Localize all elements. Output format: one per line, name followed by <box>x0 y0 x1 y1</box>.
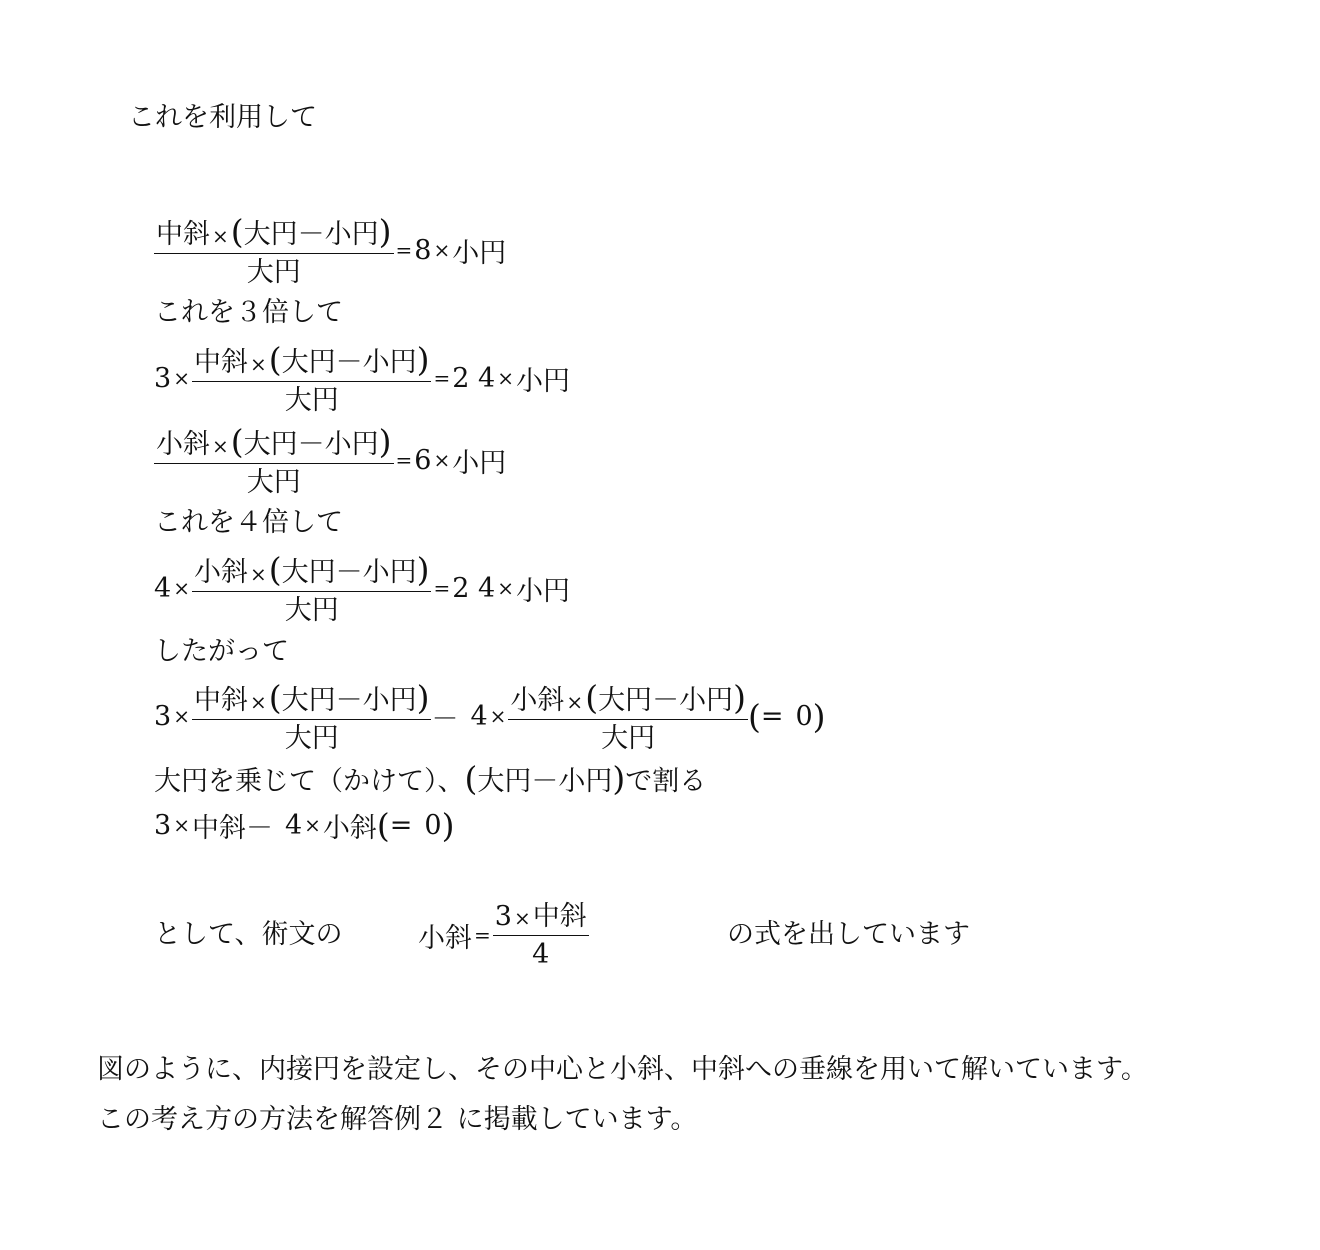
times-sign: × <box>173 576 190 600</box>
times-sign: × <box>212 223 229 248</box>
times-sign: × <box>497 366 514 390</box>
paren: ( <box>747 696 761 736</box>
step-text-1: これを３倍して <box>154 297 343 328</box>
equation-3 <box>154 420 506 500</box>
step-text-2: これを４倍して <box>154 507 343 538</box>
numerator <box>192 677 432 719</box>
times-sign: × <box>173 366 190 390</box>
times-sign: × <box>566 689 584 714</box>
numerator <box>493 900 589 935</box>
times-sign: × <box>173 813 190 837</box>
paren: ) <box>812 696 826 736</box>
conclusion-formula <box>418 895 589 975</box>
fraction <box>192 339 432 416</box>
denominator: 大円 <box>246 256 301 288</box>
minus-sign: － <box>431 703 459 735</box>
number: 4 <box>470 700 488 732</box>
term: 小円 <box>558 765 613 797</box>
equation-6 <box>154 785 454 865</box>
term: 中斜 <box>191 812 246 844</box>
equals-sign: = <box>395 448 413 472</box>
equals-sign: = <box>760 700 784 732</box>
paren: ( <box>464 758 478 798</box>
paren: ( <box>585 677 599 717</box>
denominator: 大円 <box>284 594 339 626</box>
minus-sign: － <box>245 812 273 844</box>
minus-sign: － <box>531 765 559 797</box>
number: 4 <box>154 572 172 604</box>
numerator <box>154 211 394 253</box>
paren: ) <box>378 211 392 251</box>
number: 2 4 <box>452 362 496 394</box>
times-sign: × <box>489 704 507 728</box>
number: 2 4 <box>452 572 496 604</box>
fraction <box>192 549 432 626</box>
term: 小斜 <box>193 556 248 588</box>
number: 3 <box>154 809 172 841</box>
times-sign: × <box>433 238 451 262</box>
paren: ) <box>416 549 430 589</box>
fraction <box>493 900 589 970</box>
times-sign: × <box>212 433 229 458</box>
term: 小円 <box>324 218 379 250</box>
number: 4 <box>284 809 303 841</box>
term: 小円 <box>324 428 379 460</box>
minus-sign: － <box>335 556 363 588</box>
term: 中斜 <box>193 346 248 378</box>
paren: ) <box>378 421 392 461</box>
fraction <box>154 421 394 498</box>
term: 小斜 <box>322 812 377 844</box>
term: 大円 <box>243 428 298 460</box>
paren: ) <box>416 339 430 379</box>
term: 大円 <box>598 684 653 716</box>
conclusion-pre: として、術文の <box>154 919 343 950</box>
numerator <box>154 421 394 463</box>
numerator <box>508 677 748 719</box>
equals-sign: = <box>433 366 451 390</box>
denominator: 大円 <box>246 466 301 498</box>
paren: ( <box>268 677 282 717</box>
number: 6 <box>414 444 432 476</box>
paren: ) <box>441 805 455 845</box>
paren: ) <box>612 758 626 798</box>
denominator: 4 <box>532 938 550 970</box>
paragraph-line-2: この考え方の方法を解答例２ に掲載しています。 <box>97 1104 698 1135</box>
term: 小斜 <box>156 428 210 460</box>
term: 小斜 <box>510 684 565 716</box>
intro-text: これを利用して <box>128 102 317 133</box>
equals-sign: = <box>395 238 413 262</box>
step-text-pre: 大円を乗じて（かけて）、 <box>154 765 465 797</box>
times-sign: × <box>249 351 267 376</box>
paren: ( <box>230 211 244 251</box>
times-sign: × <box>304 813 321 837</box>
equals-sign: = <box>389 809 413 841</box>
number: 0 <box>424 809 442 841</box>
denominator: 大円 <box>284 384 339 416</box>
number: 0 <box>795 700 813 732</box>
step-text-3: したがって <box>154 636 289 667</box>
minus-sign: － <box>335 684 363 716</box>
term: 大円 <box>477 765 532 797</box>
paragraph-line-1: 図のように、内接円を設定し、その中心と小斜、中斜への垂線を用いて解いています。 <box>97 1054 1148 1085</box>
fraction <box>154 211 394 288</box>
term: 大円 <box>281 346 336 378</box>
paren: ( <box>230 421 244 461</box>
paren: ) <box>416 677 430 717</box>
term: 小円 <box>452 237 507 269</box>
numerator <box>192 339 432 381</box>
paren: ( <box>376 805 390 845</box>
equals-sign: = <box>474 923 491 947</box>
paren: ( <box>268 549 282 589</box>
conclusion-post: の式を出しています <box>727 919 970 950</box>
term: 大円 <box>281 556 336 588</box>
times-sign: × <box>249 561 267 586</box>
term: 中斜 <box>193 684 248 716</box>
term: 小円 <box>679 684 734 716</box>
denominator: 大円 <box>601 722 656 754</box>
equals-sign: = <box>433 576 451 600</box>
term: 小円 <box>362 556 417 588</box>
times-sign: × <box>433 448 451 472</box>
step-text-post: で割る <box>625 765 707 797</box>
term: 大円 <box>243 218 298 250</box>
number: 3 <box>154 700 172 732</box>
paren: ) <box>733 677 746 717</box>
term: 中斜 <box>532 900 587 932</box>
times-sign: × <box>249 689 267 714</box>
term: 小円 <box>515 365 570 397</box>
number: 3 <box>154 362 172 394</box>
term: 中斜 <box>156 218 210 250</box>
minus-sign: － <box>335 346 363 378</box>
minus-sign: － <box>652 684 680 716</box>
term: 大円 <box>281 684 336 716</box>
term: 小円 <box>362 684 417 716</box>
numerator <box>192 549 432 591</box>
term: 小円 <box>452 447 507 479</box>
times-sign: × <box>513 905 531 930</box>
minus-sign: － <box>297 218 325 250</box>
paren: ( <box>268 339 282 379</box>
number: 3 <box>494 900 512 932</box>
equation-1 <box>154 210 506 290</box>
times-sign: × <box>173 704 190 728</box>
term: 小円 <box>515 575 570 607</box>
number: 8 <box>414 234 432 266</box>
equation-4 <box>154 548 570 628</box>
equation-2 <box>154 338 570 418</box>
term: 小円 <box>362 346 417 378</box>
minus-sign: － <box>297 428 325 460</box>
times-sign: × <box>497 576 514 600</box>
term: 小斜 <box>418 922 472 954</box>
denominator: 大円 <box>284 722 339 754</box>
